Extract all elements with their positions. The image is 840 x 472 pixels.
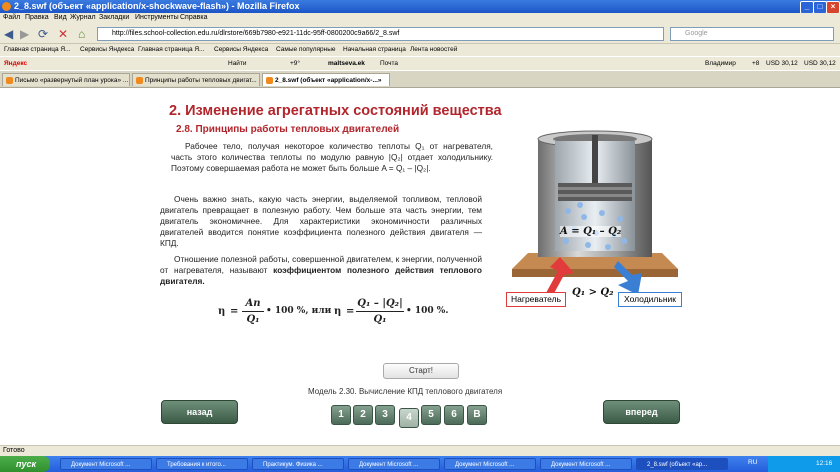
yandex-logo[interactable]: Яндекс <box>4 60 28 67</box>
tab-favicon-icon <box>6 77 13 84</box>
start-button[interactable]: Старт! <box>383 363 459 379</box>
usd-rate: USD 30,12 <box>766 60 798 67</box>
work-equation: A = Q₁ – Q₂ <box>560 226 622 237</box>
menu-bookmarks[interactable]: Закладки <box>99 14 130 21</box>
user-name[interactable]: Владимир <box>705 60 736 67</box>
page-button-3[interactable]: 3 <box>375 405 395 425</box>
menu-tools[interactable]: Инструменты <box>135 14 179 21</box>
formula-den-2: Q₁ <box>373 314 387 325</box>
piston-ring <box>558 194 632 197</box>
taskbar-item[interactable]: Документ Microsoft ... <box>540 458 632 470</box>
bookmark-item[interactable]: Сервисы Яндекса <box>214 46 269 53</box>
minimize-button[interactable]: _ <box>800 1 814 14</box>
start-menu-button[interactable] <box>0 456 50 472</box>
formula-eta: η <box>218 306 226 317</box>
piston <box>558 183 632 201</box>
formula-eq: = <box>230 306 239 317</box>
tab-favicon-icon <box>136 77 143 84</box>
taskbar <box>0 456 840 472</box>
paragraph-3-text: Отношение полезной работы, совершенной двигателем, к энергии, полученной от нагревателя, называют <box>160 254 482 275</box>
page-button-1[interactable]: 1 <box>331 405 351 425</box>
page-button-4-current[interactable]: 4 <box>399 408 419 428</box>
cooler-label: Холодильник <box>618 292 682 307</box>
temperature: +8 <box>752 60 760 67</box>
home-icon[interactable]: ⌂ <box>78 27 86 41</box>
maximize-button[interactable]: □ <box>813 1 827 14</box>
page-button-6[interactable]: 6 <box>444 405 464 425</box>
bookmark-item[interactable]: Главная страница Я... <box>4 46 71 53</box>
url-text: http://files.school-collection.edu.ru/dlrstore/669b7980-e921-11dc-95ff-0800200c9a66/2_8.swf <box>112 30 400 37</box>
bookmark-item[interactable]: Начальная страница <box>343 46 406 53</box>
bookmark-item[interactable]: Сервисы Яндекса <box>80 46 135 53</box>
forward-button[interactable]: вперед <box>603 400 680 424</box>
formula-eta-2: η <box>334 306 342 317</box>
taskbar-item[interactable]: Документ Microsoft ... <box>444 458 536 470</box>
fraction-bar <box>242 311 264 312</box>
page-button-2[interactable]: 2 <box>353 405 373 425</box>
menu-file[interactable]: Файл <box>3 14 21 21</box>
start-label: пуск <box>16 459 37 469</box>
weather-text[interactable]: +9° <box>290 60 301 67</box>
window-title-bar <box>0 0 840 13</box>
search-input[interactable] <box>670 27 834 41</box>
formula-num-1: Aп <box>245 298 261 309</box>
tab-principles[interactable] <box>132 73 260 86</box>
heater-label: Нагреватель <box>506 292 566 307</box>
piston-ring <box>558 187 632 190</box>
menu-bar <box>0 13 840 24</box>
find-button[interactable]: Найти <box>228 60 247 67</box>
system-tray <box>768 456 840 472</box>
forward-arrow-icon[interactable]: ▶ <box>20 27 30 41</box>
stop-icon[interactable]: ✕ <box>58 27 69 41</box>
formula-num-2: Q₁ – |Q₂| <box>357 298 403 309</box>
efficiency-formula <box>218 296 449 330</box>
menu-edit[interactable]: Правка <box>25 14 49 21</box>
clock: 12:16 <box>816 460 833 467</box>
menu-history[interactable]: Журнал <box>70 14 96 21</box>
status-text: Готово <box>3 447 25 454</box>
taskbar-item[interactable]: Практикум. Физика ... <box>252 458 344 470</box>
paragraph-3-bold: коэффициентом полезного действия теплового двигателя. <box>160 265 483 286</box>
bookmark-item[interactable]: Лента новостей <box>410 46 458 53</box>
back-arrow-icon[interactable]: ◀ <box>4 27 14 41</box>
bookmark-item[interactable]: Главная страница Я... <box>138 46 205 53</box>
page-title: 2. Изменение агрегатных состояний вещества <box>169 103 502 119</box>
tab-label: Письмо «развернутый план урока» ... <box>15 77 129 84</box>
tab-swf[interactable] <box>262 73 390 86</box>
language-indicator[interactable]: RU <box>748 459 758 466</box>
taskbar-item[interactable]: Документ Microsoft ... <box>348 458 440 470</box>
menu-view[interactable]: Вид <box>54 14 67 21</box>
formula-mul-2: • 100 %. <box>406 306 449 316</box>
tab-favicon-icon <box>266 77 273 84</box>
taskbar-item-active[interactable]: 2_8.swf (объект «ap... <box>636 458 728 470</box>
formula-eq-2: = <box>346 306 355 317</box>
mail-link[interactable]: Почта <box>380 60 399 67</box>
back-button[interactable]: назад <box>161 400 238 424</box>
navigation-toolbar <box>0 24 840 44</box>
heat-condition: Q₁ > Q₂ <box>572 287 614 298</box>
model-caption: Модель 2.30. Вычисление КПД теплового двигателя <box>308 387 503 396</box>
paragraph-2: Очень важно знать, какую часть энергии, выделяемой топливом, тепловой двигатель превращает в полезную работу. Чем больше эта часть энергии, тем двигатель экономичнее. Для характеристики экономичности различных двигателей вводится понятие коэффициента полезного действия двигателя — КПД. <box>160 194 482 248</box>
taskbar-item[interactable]: Документ Microsoft ... <box>60 458 152 470</box>
menu-help[interactable]: Справка <box>180 14 208 21</box>
yandex-toolbar <box>0 57 840 70</box>
window-title: 2_8.swf (объект «application/x-shockwave-flash») - Mozilla Firefox <box>14 1 300 11</box>
wood-base-front <box>512 269 678 277</box>
taskbar-item[interactable]: Требования к итого... <box>156 458 248 470</box>
usd-rate: USD 30,12 <box>804 60 836 67</box>
tab-bar <box>0 71 840 88</box>
tab-label: 2_8.swf (объект «application/x-...» <box>275 77 382 84</box>
url-bar[interactable] <box>97 27 664 41</box>
formula-mul-1: • 100 %, или <box>266 306 332 316</box>
paragraph-1: Рабочее тело, получая некоторое количество теплоты Q₁ от нагревателя, часть этого количества теплоты по модулю равную |Q₂| отдает холодильнику. Поэтому совершаемая работа не может быть больше A = Q₁ – |Q₂|. <box>171 141 493 173</box>
page-subtitle: 2.8. Принципы работы тепловых двигателей <box>176 124 400 135</box>
site-link[interactable]: maltseva.ek <box>328 60 365 67</box>
search-placeholder: Google <box>685 30 708 37</box>
piston-rod <box>592 135 598 187</box>
bookmarks-bar <box>0 44 840 56</box>
page-button-b[interactable]: B <box>467 405 487 425</box>
formula-den-1: Q₁ <box>246 314 260 325</box>
tab-mail[interactable] <box>2 73 130 86</box>
tab-label: Принципы работы тепловых двигат... <box>145 77 257 84</box>
reload-icon[interactable]: ⟳ <box>38 27 49 41</box>
paragraph-3 <box>160 254 482 287</box>
bookmark-item[interactable]: Самые популярные <box>276 46 336 53</box>
page-button-5[interactable]: 5 <box>421 405 441 425</box>
fraction-bar <box>356 311 404 312</box>
close-button[interactable]: × <box>826 1 840 14</box>
firefox-icon <box>2 2 11 11</box>
